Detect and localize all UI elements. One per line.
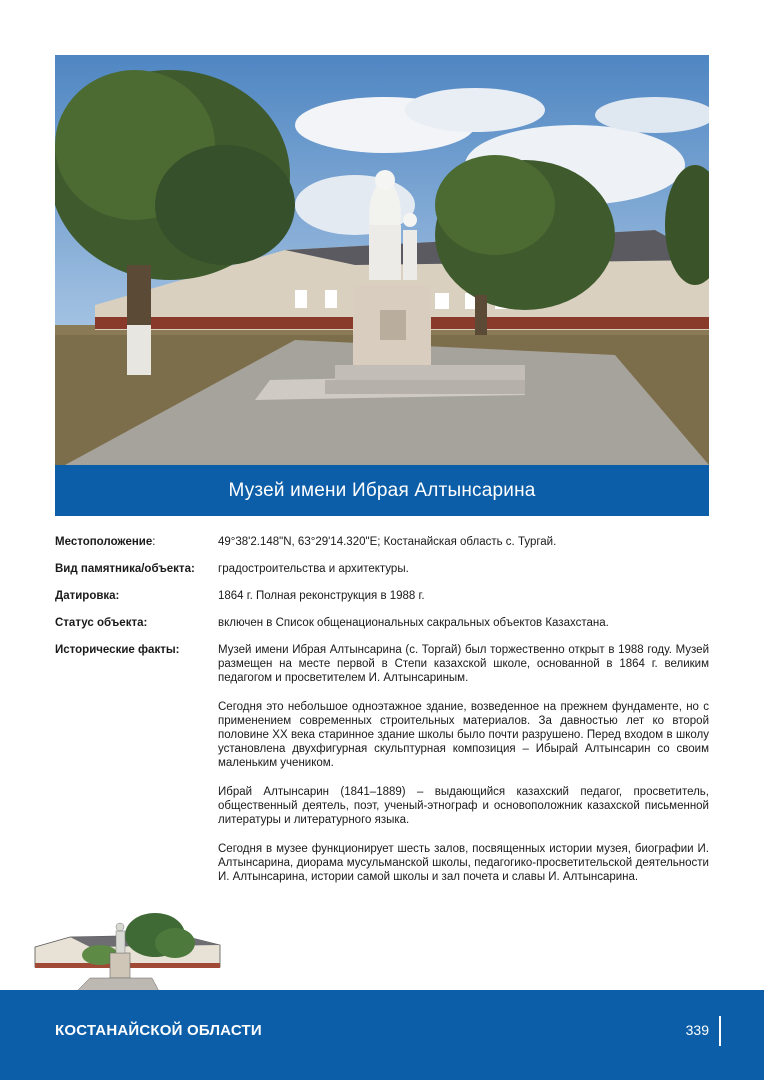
history-paragraph: Ибрай Алтынсарин (1841–1889) – выдающийся казахский педагог, просветитель, общественный деятель, поэт, ученый-этнограф и основоположник казахской письменной литературы и литературного языка.: [218, 786, 709, 826]
location-value: 49°38'2.148"N, 63°29'14.320"E; Костанайская область с. Тургай.: [218, 536, 557, 548]
dating-label: Датировка:: [55, 590, 120, 602]
location-row: [55, 535, 709, 549]
location-label: Местоположение:: [55, 536, 156, 548]
history-text: [218, 643, 709, 899]
title-text: Музей имени Ибрая Алтынсарина: [228, 479, 536, 501]
page-number: 339: [685, 1022, 709, 1038]
history-label: Исторические факты:: [55, 644, 180, 656]
building-sketch-illustration: [30, 905, 230, 995]
monument-type-row: [55, 562, 709, 576]
dating-value: 1864 г. Полная реконструкция в 1988 г.: [218, 590, 425, 602]
history-paragraph: Музей имени Ибрая Алтынсарина (с. Торгай) был торжественно открыт в 1988 году. Музей размещен на месте первой в Степи казахской школе, основанной в 1864 г. великим педагогом и просветителем И. Алтынсариным.: [218, 644, 709, 684]
page-footer: [0, 990, 764, 1080]
status-value: включен в Список общенациональных сакральных объектов Казахстана.: [218, 617, 609, 629]
monument-type-label: Вид памятника/объекта:: [55, 563, 195, 575]
history-paragraph: Сегодня в музее функционирует шесть залов, посвященных истории музея, биографии И. Алтынсарина, диорама мусульманской школы, педагогико-просветительской деятельности И. Алтынсарина, истории самой школы и зал почета и славы И. Алтынсарина.: [218, 843, 709, 883]
footer-region: КОСТАНАЙСКОЙ ОБЛАСТИ: [55, 1022, 262, 1039]
dating-row: [55, 589, 709, 603]
info-table: [55, 535, 709, 912]
history-paragraph: Сегодня это небольшое одноэтажное здание, возведенное на прежнем фундаменте, но с применением современных строительных материалов. За давностью лет ко второй половине XX века старинное здание школы было почти разрушено. Перед входом в школу установлена двухфигурная скульптурная композиция – Ибырай Алтынсарин со своим маленьким учеником.: [218, 701, 709, 769]
status-row: [55, 616, 709, 630]
museum-photo: [55, 55, 709, 465]
history-row: [55, 643, 709, 899]
page-title: [55, 465, 709, 516]
page-number-divider: [719, 1016, 721, 1046]
monument-type-value: градостроительства и архитектуры.: [218, 563, 409, 575]
status-label: Статус объекта:: [55, 617, 148, 629]
